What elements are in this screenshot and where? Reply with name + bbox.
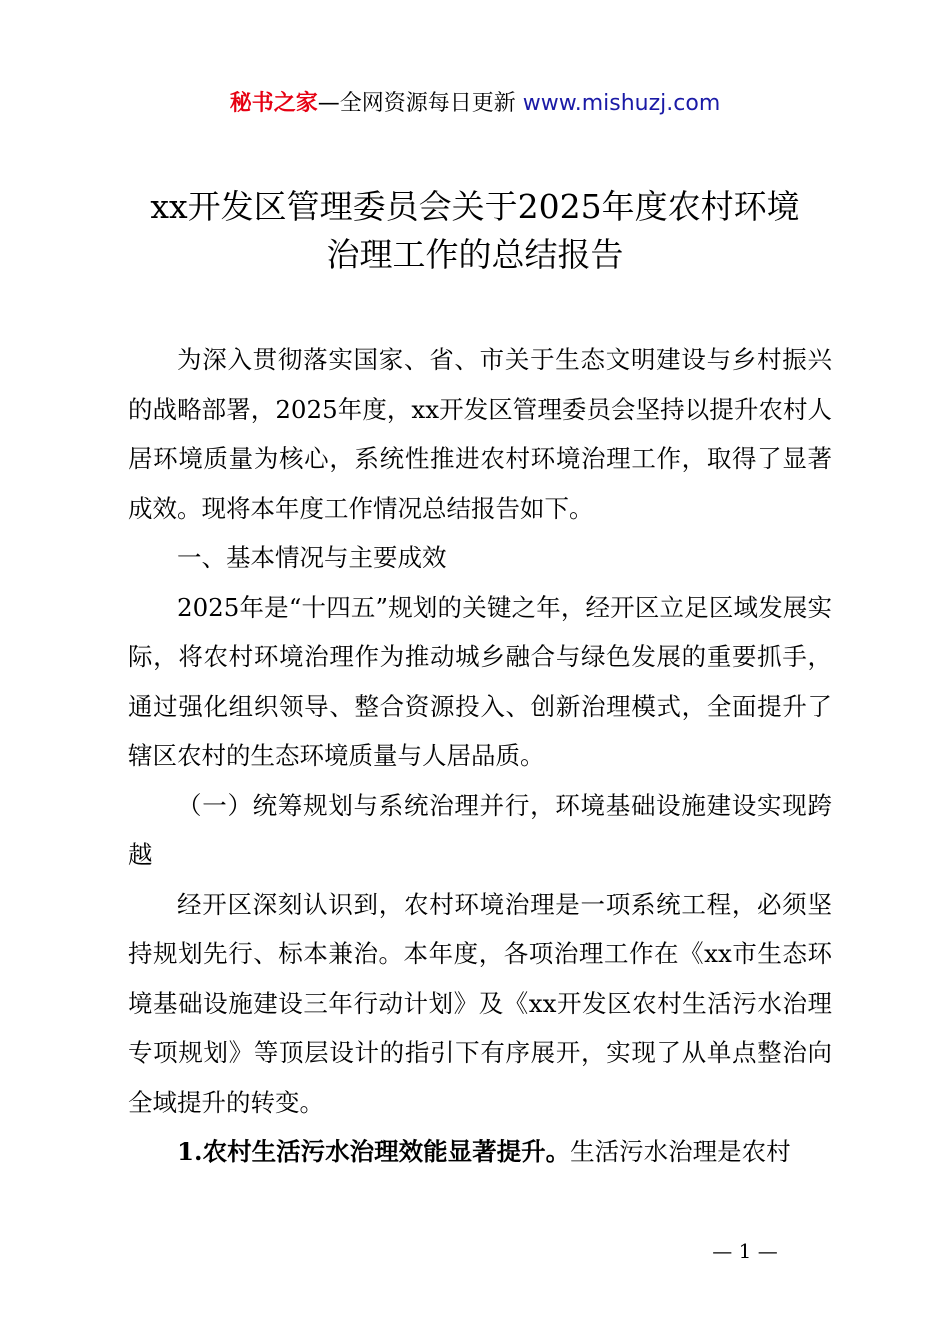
- header-tagline: —全网资源每日更新: [317, 91, 523, 116]
- section-1-heading: 一、基本情况与主要成效: [177, 543, 447, 572]
- title-line-2: 治理工作的总结报告: [326, 235, 624, 274]
- title-line-1: xx开发区管理委员会关于2025年度农村环境: [150, 187, 800, 226]
- item-1-text: 生活污水治理是农村: [570, 1137, 791, 1166]
- site-url-link[interactable]: www.mishuzj.com: [522, 91, 721, 116]
- page-number: — 1 —: [712, 1239, 778, 1263]
- subsection-1-paragraph: 经开区深刻认识到，农村环境治理是一项系统工程，必须坚持规划先行、标本兼治。本年度，各项治理工作在《xx市生态环境基础设施建设三年行动计划》及《xx开发区农村生活污水治理专项规划》等顶层设计的指引下有序展开，实现了从单点整治向全域提升的转变。: [128, 889, 832, 1117]
- document-body: [128, 335, 832, 1177]
- intro-paragraph: 为深入贯彻落实国家、省、市关于生态文明建设与乡村振兴的战略部署，2025年度，xx开发区管理委员会坚持以提升农村人居环境质量为核心，系统性推进农村环境治理工作，取得了显著成效。现将本年度工作情况总结报告如下。: [128, 345, 832, 523]
- document-title: [90, 183, 860, 279]
- item-1-heading: 1.农村生活污水治理效能显著提升。: [177, 1137, 571, 1166]
- subsection-1-heading: （一）统筹规划与系统治理并行，环境基础设施建设实现跨越: [128, 790, 832, 869]
- section-1-paragraph: 2025年是“十四五”规划的关键之年，经开区立足区域发展实际，将农村环境治理作为推动城乡融合与绿色发展的重要抓手，通过强化组织领导、整合资源投入、创新治理模式，全面提升了辖区农村的生态环境质量与人居品质。: [128, 592, 832, 770]
- site-header: [0, 88, 950, 120]
- item-1-paragraph: [128, 1127, 832, 1177]
- brand-name: 秘书之家: [229, 91, 318, 116]
